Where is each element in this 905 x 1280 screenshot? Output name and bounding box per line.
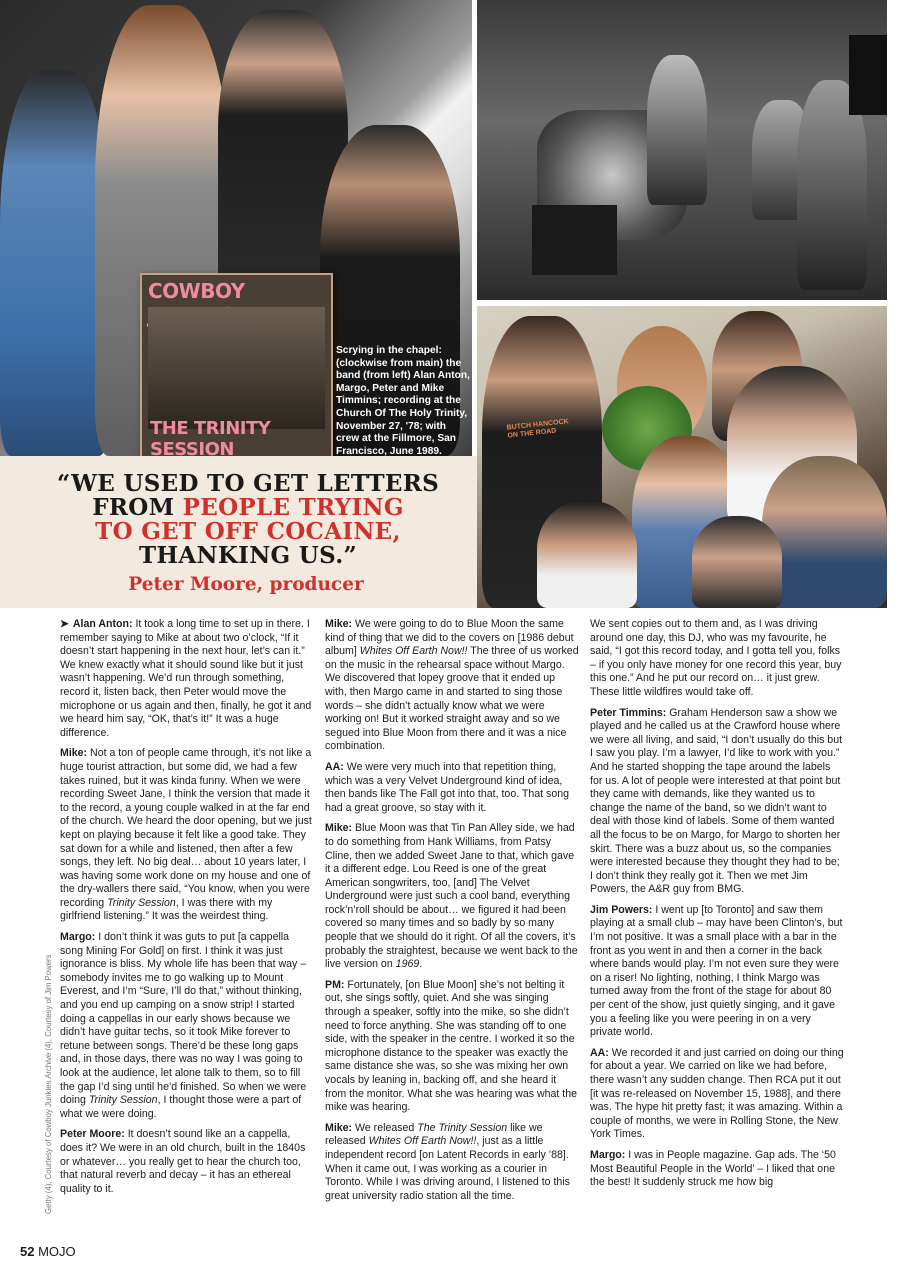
article-paragraph — [590, 707, 844, 897]
article-paragraph — [325, 1122, 579, 1204]
article-paragraph — [325, 822, 579, 972]
italic-title: Whites Off Earth Now!! — [359, 645, 468, 658]
article-column-3 — [590, 618, 844, 1197]
crew-photo — [477, 306, 887, 608]
photo-credit: Getty (4), Courtesy of Cowboy Junkies Archive (4), Courtesy of Jim Powers — [44, 954, 53, 1214]
paragraph-text: , I thought those were a part of what we were doing. — [60, 1094, 302, 1120]
speaker-name: Mike: — [325, 822, 353, 835]
magazine-name: MOJO — [38, 1244, 76, 1259]
article-paragraph — [60, 618, 314, 740]
paragraph-text: We released — [352, 1121, 418, 1134]
paragraph-text: We were going to do to Blue Moon the same kind of thing that we did to the covers on [1986 debut album] — [325, 618, 574, 658]
pull-quote-line-4: THANKING US.” — [138, 542, 358, 569]
album-title-top: COWBOY — [148, 279, 245, 303]
section-arrow-icon: ➤ — [60, 618, 69, 630]
amp — [532, 205, 617, 275]
paragraph-text: We sent copies out to them and, as I was driving around one day, this DJ, who was my favourite, he said, “I got this record today, and I gotta tell you, folks – if you only have money for one record this year, buy this one.” And he put our record on… it just grew. These little wildfires would take off. — [590, 618, 842, 698]
paragraph-text: , just as a little independent record [on Latent Records in early ’88]. When it came out, I was working as a courier in Toronto. While I was driving around, I listened to this great university radio station all the time. — [325, 1135, 570, 1202]
article-column-2 — [325, 618, 579, 1210]
article-paragraph — [60, 931, 314, 1121]
rehearsal-photo — [477, 0, 887, 300]
article-paragraph — [325, 618, 579, 754]
paragraph-text: It doesn’t sound like an a cappella, does it? We were in an old church, built in the 1840s or whatever… you really get to hear the church too, that natural reverb and decay – it has an ethereal quality to it. — [60, 1128, 306, 1195]
pull-quote-line-3: TO GET OFF COCAINE, — [95, 518, 401, 545]
page-folio — [20, 1244, 76, 1259]
page-number: 52 — [20, 1244, 35, 1259]
figure-crew-7 — [692, 516, 782, 608]
article-paragraph — [60, 747, 314, 924]
pull-quote-attribution: Peter Moore, producer — [128, 574, 364, 595]
italic-title: Trinity Session — [107, 896, 176, 909]
article-column-1 — [60, 618, 314, 1203]
article-paragraph — [590, 618, 844, 700]
article-paragraph — [590, 1047, 844, 1142]
paragraph-text: Blue Moon was that Tin Pan Alley side, we had to do something from Hank Williams, from Patsy Cline, then we added Sweet Jane to that, which gave it a different edge. Lou Reed is one of the great American songwriters, too, [and] The Velvet Underground were just such a cool band, everything rock’n’roll should be about… we figured it had been covered so many times and so badly by so many people that we should do it right. Of all the covers, it’s probably the straightest, because we went back to the live version on — [325, 822, 578, 971]
italic-title: Whites Off Earth Now!! — [368, 1135, 477, 1148]
album-cover — [140, 273, 333, 456]
band-photo — [0, 0, 472, 456]
article-paragraph — [60, 1128, 314, 1196]
album-title-bottom: THE TRINITY SESSION — [150, 418, 271, 456]
speaker-name: Alan Anton: — [72, 618, 133, 630]
paragraph-text: Fortunately, [on Blue Moon] she’s not belting it out, she sings softly, quiet. And she was singing through a speaker, softly into the mike, so she didn’t need to force anything. She was standing off to one side, with the speaker in the centre. I worked it so the microphone distance to the speaker was exactly the same distance she was, so she was mixing her own vocals by leaning in, backing off, and she heard it from the monitor. What she was hearing was what the mike was hearing. — [325, 978, 578, 1114]
paragraph-text: We were very much into that repetition thing, which was a very Velvet Underground kind of idea, then bands like The Fall got into that, too. That song had a great groove, so stay with it. — [325, 760, 570, 814]
album-artwork — [148, 307, 325, 429]
figure-guitarist — [647, 55, 707, 205]
italic-title: The Trinity Session — [417, 1121, 508, 1134]
paragraph-text: . — [419, 958, 423, 971]
pull-quote-line-2 — [28, 496, 468, 520]
paragraph-text: like we released — [325, 1121, 543, 1148]
speaker-name: PM: — [325, 978, 345, 991]
paragraph-text: The three of us worked on the music in the rehearsal space without Margo. We discovered that lopey groove that it ended up with, then Margo came in and started to sing those words – she didn’t actually know what we were working on! But it worked straight away and so we segued into Blue Moon from there and it was a nice combination. — [325, 645, 579, 753]
article-paragraph — [590, 904, 844, 1040]
paragraph-text: I don’t think it was guts to put [a cappella song Mining For Gold] on first. I think it was just ignorance is bliss. My whole life has been that way – somebody invites me to go walking up to Mount Everest, and I’m “Sure, I’ll do that,” without thinking, and you end up camping on a snow strip! I started doing a cappellas in our early shows because we didn’t have guitar techs, so it took Mike forever to retune between songs. There’d be these long gaps and, in those days, there was no way I was going to look at the audience, let alone talk to them, so to fill the gap I’d sing until he’d finished. So when we were doing — [60, 931, 307, 1107]
speaker-name: Mike: — [325, 618, 353, 630]
speaker-name: Jim Powers: — [590, 903, 653, 916]
paragraph-text: I went up [to Toronto] and saw them playing at a small club – may have been Clinton’s, but I’m not positive. It was a small place with a bar in the front as you went in and then a corner in the back where bands would play. I’m not even sure they were on a riser! No lighting, nothing, I think Margo was turned away from the front of the stage for about 80 per cent of the show, just quietly singing, and it gave you a feeling like you were peering in on a very private world. — [590, 903, 843, 1039]
paragraph-text: Graham Henderson saw a show we played and he called us at the Crawford house where we were all living, and said, “I don’t usually do this but I saw you play. I’m a lawyer, I’d like to work with you.” And he started shopping the tape around the labels for us. A lot of people were interested at that point but they came with demands, like they wanted us to change the name of the band, so we didn’t want to deal with those kind of labels. Some of them wanted all the focus to be on Margo, for Margo to shorten her skirt. There was a buzz about us, so the companies were interested because they thought they had to be; I don’t think they really got it. Then we met Jim Powers, the A&R guy from BMG. — [590, 706, 843, 896]
figure-alan — [0, 70, 110, 456]
speaker-cabinet — [849, 35, 887, 115]
paragraph-text: Not a ton of people came through, it’s not like a huge tourist attraction, but some did, we had a few takes ruined, but it was kinda funny. When we were recording Sweet Jane, I think the version that made it to the record, a young couple walked in at the far end of the church. We heard the door opening, but we just kept on playing because it felt like a good take. They sat down for a while and listened, then after a few songs, they left. No big deal… about 10 years later, I was having some work done on my house and one of the dry-wallers there said, “You know, when you were recording — [60, 747, 312, 909]
italic-title: 1969 — [395, 958, 420, 971]
photo-caption: Scrying in the chapel: (clockwise from main) the band (from left) Alan Anton, Margo, Peter and Mike Timmins; recording at the Church Of The Holy Trinity, November 27, '78; with crew at the Fillmore, San Francisco, June 1989. — [336, 345, 470, 456]
paragraph-text: We recorded it and just carried on doing our thing for about a year. We carried on like we had before, there wasn’t any sudden change. Then RCA put it out [it was re-released on November 15, 1988], and there was. The hype hit pretty fast; it was amazing. Within a couple of months, we were in Rolling Stone, the New York Times. — [590, 1046, 844, 1141]
speaker-name: Peter Moore: — [60, 1128, 125, 1141]
pull-quote-line-2-plain: FROM — [92, 494, 183, 521]
speaker-name: Mike: — [60, 747, 88, 760]
article-paragraph — [325, 979, 579, 1115]
article-paragraph — [325, 761, 579, 815]
speaker-name: Margo: — [590, 1148, 626, 1161]
article-paragraph — [590, 1149, 844, 1190]
tshirt-print: BUTCH HANCOCK ON THE ROAD — [506, 418, 569, 440]
paragraph-text: It took a long time to set up in there. I remember saying to Mike at about two o’clock, “If it doesn’t start happening in the next hour, let’s can it.” We knew exactly what it should sound like but it just wasn’t happening. We’d run through something, record it, listen back, then Peter would move the microphone or us again and then, finally, he got it and we heard him say, “OK, that’s it!” It was a huge difference. — [60, 618, 312, 739]
pull-quote-line-2-red: PEOPLE TRYING — [182, 494, 404, 521]
speaker-name: Margo: — [60, 931, 96, 944]
speaker-name: Peter Timmins: — [590, 706, 667, 719]
speaker-name: Mike: — [325, 1121, 353, 1134]
italic-title: Trinity Session — [88, 1094, 158, 1107]
paragraph-text: , I was there with my girlfriend listening.” It was the weirdest thing. — [60, 896, 273, 923]
paragraph-text: I was in People magazine. Gap ads. The ‘50 Most Beautiful People in the World’ – I liked that one the best! It suddenly struck me how big — [590, 1148, 836, 1189]
pull-quote — [28, 472, 468, 568]
pull-quote-line-1: “WE USED TO GET LETTERS — [56, 470, 440, 497]
speaker-name: AA: — [590, 1046, 609, 1059]
speaker-name: AA: — [325, 760, 344, 773]
figure-crew-4 — [537, 501, 637, 608]
